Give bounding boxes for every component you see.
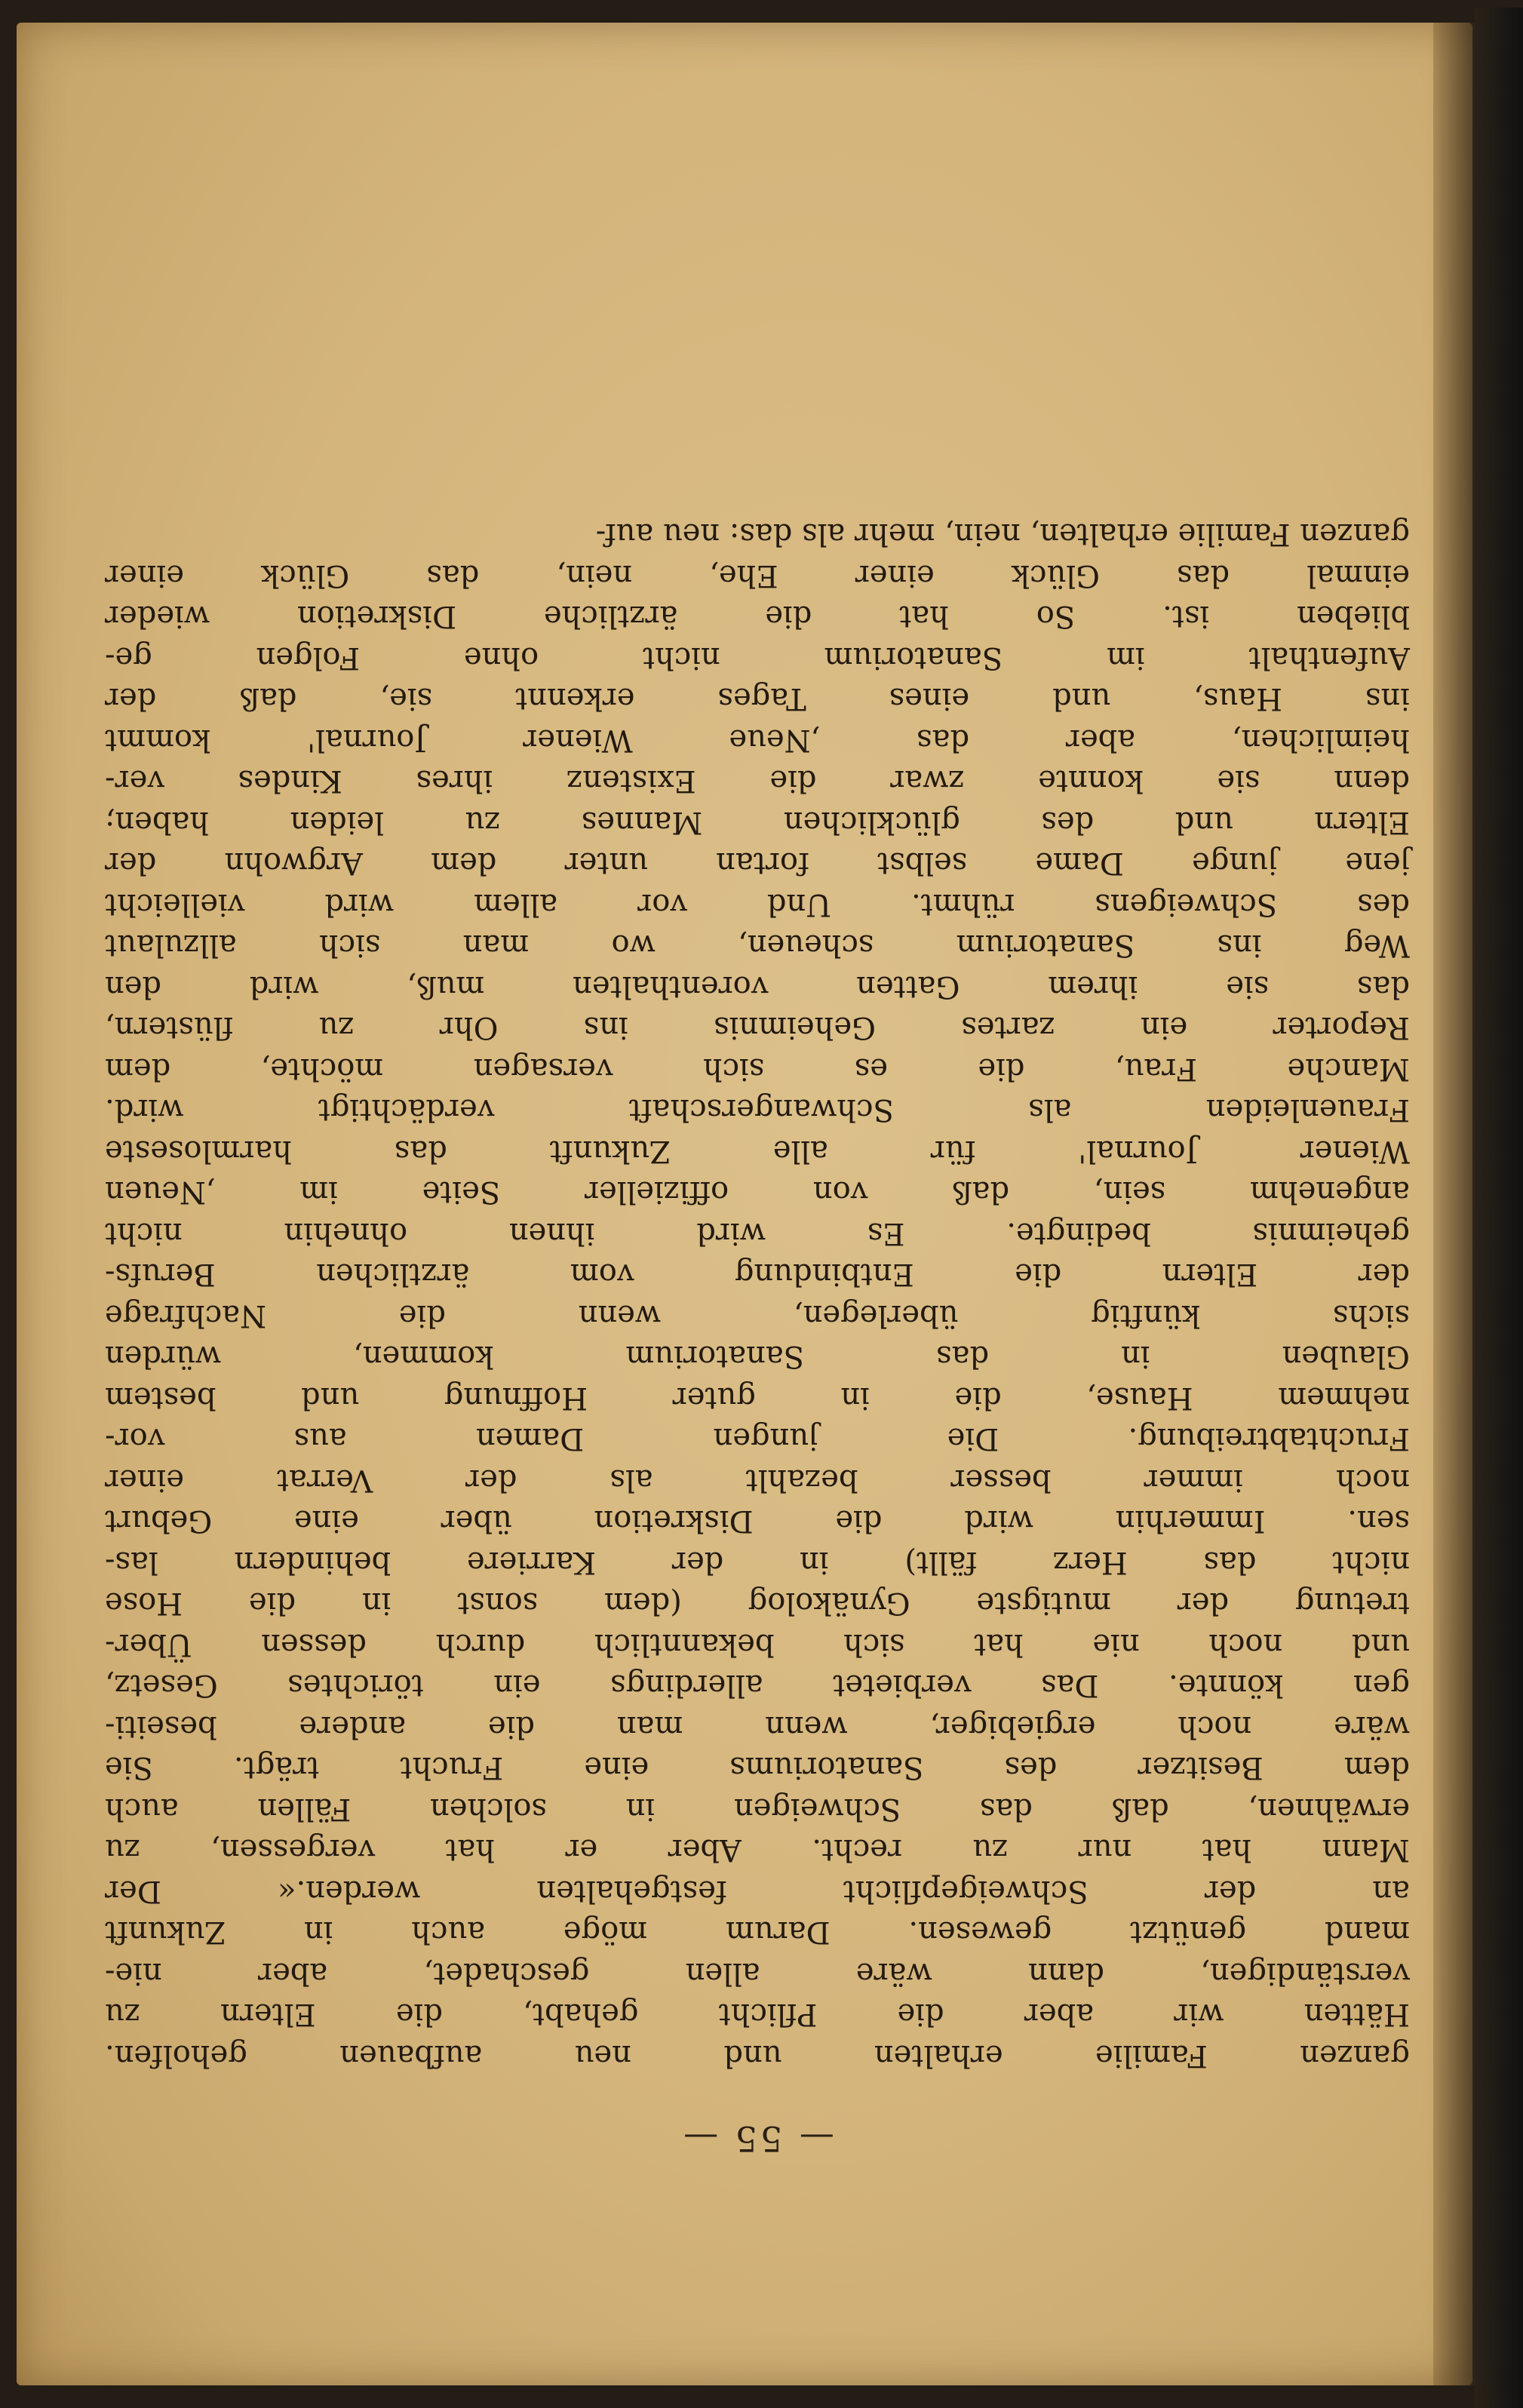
text-line: verständigen, dann wäre allen geschadet, aber nie- [105, 1956, 1410, 1991]
text-line: einmal das Glück einer Ehe, nein, das Glück einer [105, 558, 1410, 593]
text-line: Frauenleiden als Schwangerschaft verdächtigt wird. [105, 1092, 1410, 1128]
text-line: Hätten wir aber die Pflicht gehabt, die Eltern zu [105, 1997, 1410, 2032]
text-line: an der Schweigepflicht festgehalten werden.« Der [105, 1874, 1410, 1909]
text-line: Mann hat nur zu recht. Aber er hat vergessen, zu [105, 1832, 1410, 1868]
text-line: Fruchtabtreibung. Die jungen Damen aus vor- [105, 1421, 1410, 1457]
text-line: nicht das Herz fällt) in der Karriere behindern las- [105, 1545, 1410, 1580]
text-line: geheimnis bedingte. Es wird ihnen ohnehin nicht [105, 1216, 1410, 1251]
text-line: ganzen Familie erhalten und neu aufbauen geholfen. [105, 2038, 1410, 2073]
text-line: nehmem Hause, die in guter Hoffnung und bestem [105, 1381, 1410, 1415]
text-line: Glauben in das Sanatorium kommen, würden [105, 1339, 1410, 1374]
body-text [105, 514, 1410, 2076]
text-line: Manche Frau, die es sich versagen möchte, dem [105, 1052, 1410, 1086]
text-line: Weg ins Sanatorium scheuen, wo man sich allzulaut [105, 928, 1410, 963]
text-line: noch immer besser bezahlt als der Verrat einer [105, 1463, 1410, 1497]
page-number: — 55 — [680, 2118, 834, 2159]
text-line: dem Besitzer des Sanatoriums eine Frucht trägt. Sie [105, 1750, 1410, 1786]
text-line: der Eltern die Entbindung vom ärztlichen Berufs- [105, 1257, 1410, 1292]
text-line: heimlichen, aber das ‚Neue Wiener Journal' kommt [105, 723, 1410, 757]
text-line: des Schweigens rühmt. Und vor allem wird vielleicht [105, 887, 1410, 922]
text-line: sichs künftig überlegen, wenn die Nachfrage [105, 1298, 1410, 1333]
text-line: erwähnen, daß das Schweigen in solchen Fällen auch [105, 1792, 1410, 1826]
text-line: blieben ist. So hat die ärztliche Diskretion wieder [105, 599, 1410, 634]
text-line: tretung der mutigste Gynäkolog (dem sonst in die Hose [105, 1586, 1410, 1621]
text-line: wäre noch ergiebiger, wenn man die andere beseiti- [105, 1709, 1410, 1744]
text-line: angenehm sein, daß von offizieller Seite im ‚Neuen [105, 1175, 1410, 1210]
text-line: und noch nie hat sich bekanntlich durch dessen Über- [105, 1627, 1410, 1662]
text-line: gen könnte. Das verbietet allerdings ein törichtes Gesetz, [105, 1668, 1410, 1703]
text-line: das sie ihrem Gatten vorenthalten muß, wird den [105, 969, 1410, 1004]
text-line: Reporter ein zartes Geheimnis ins Ohr zu flüstern, [105, 1010, 1410, 1046]
text-line: denn sie konnte zwar die Existenz ihres Kindes ver- [105, 763, 1410, 799]
text-line: Wiener Journal' für alle Zukunft das harmloseste [105, 1134, 1410, 1169]
text-line: sen. Immerhin wird die Diskretion über eine Geburt [105, 1503, 1410, 1539]
text-line: Aufenthalt im Sanatorium nicht ohne Folgen ge- [105, 640, 1410, 675]
text-line: jene junge Dame selbst fortan unter dem Argwohn der [105, 846, 1410, 881]
text-line: ins Haus, und eines Tages erkennt sie, daß der [105, 681, 1410, 717]
text-line: mand genützt gewesen. Darum möge auch in Zukunft [105, 1915, 1410, 1950]
text-line: ganzen Familie erhalten, nein, mehr als das: neu auf- [595, 517, 1410, 552]
text-line: Eltern und des glücklichen Mannes zu leiden haben; [105, 805, 1410, 840]
